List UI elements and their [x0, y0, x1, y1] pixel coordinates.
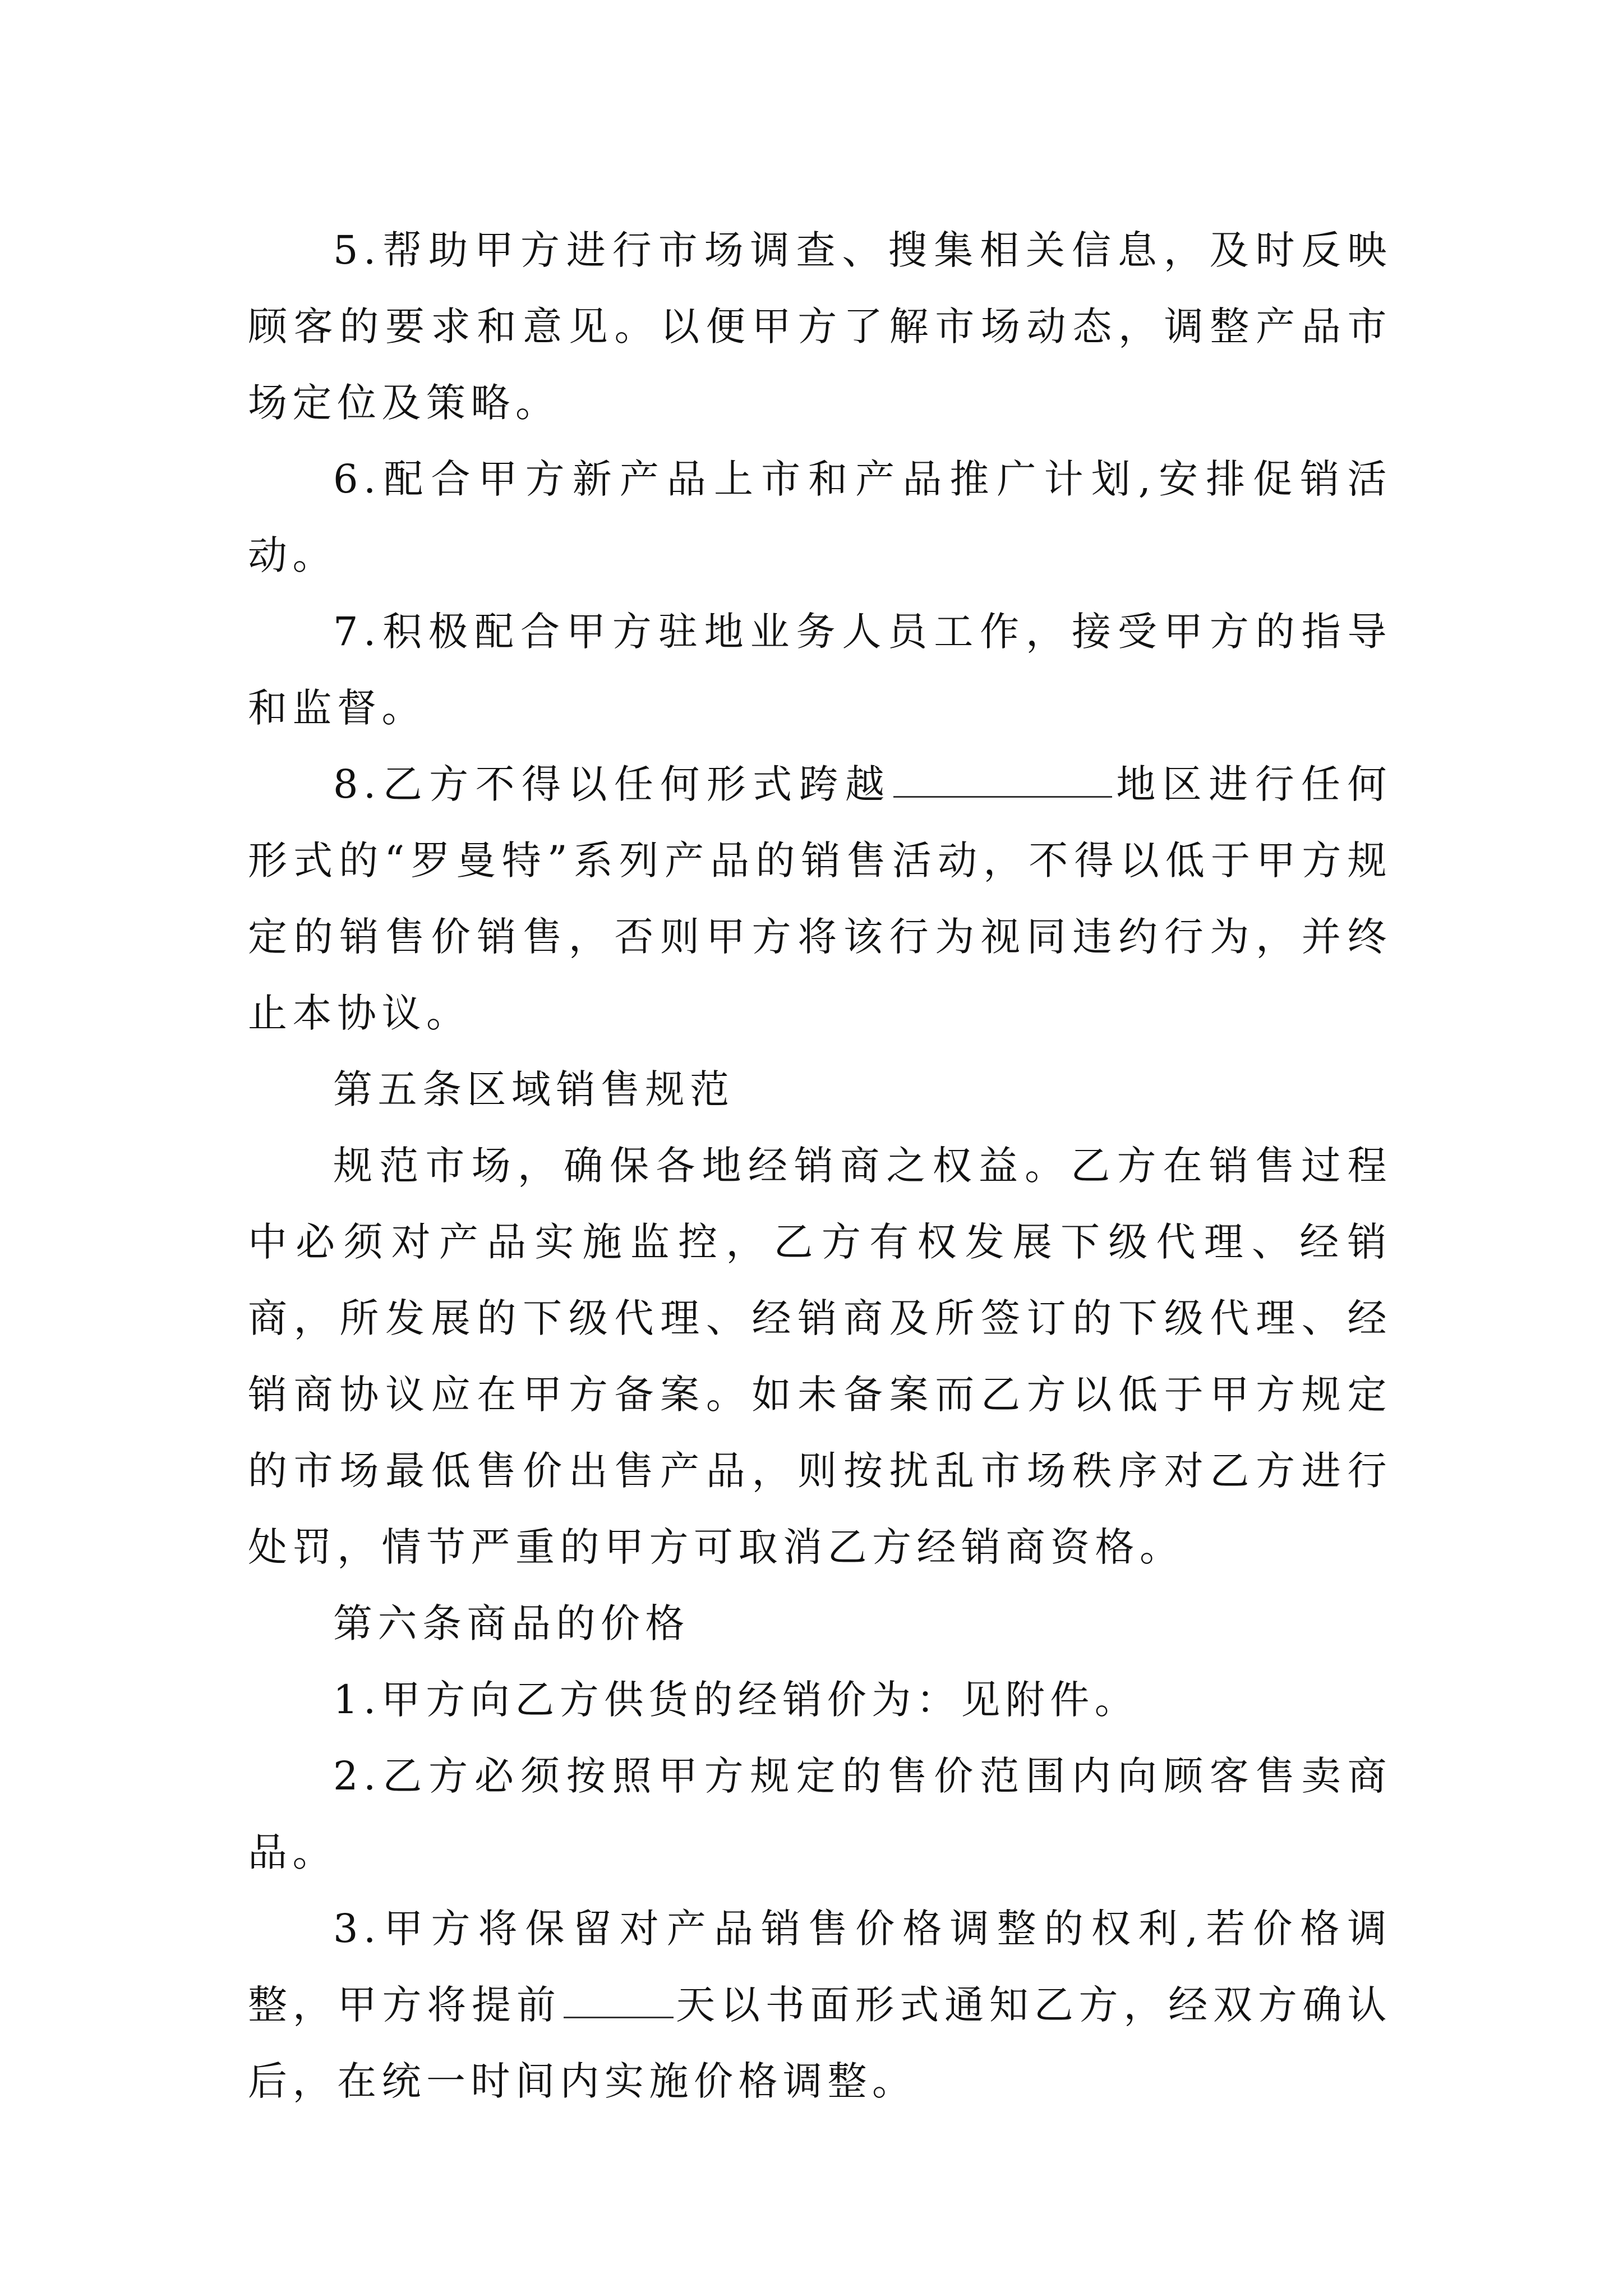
article-6-item-3-end: 天以书面形式通知乙方，经双方确认后，在统一时间内实施价格调整。: [248, 1982, 1393, 2104]
clause-item-6: 6.配合甲方新产品上市和产品推广计划,安排促销活动。: [248, 456, 1392, 578]
article-6-item-3-start: 3.甲方将保留对产品销售价格调整的权利,若价格调整，甲方将提前: [248, 1906, 1392, 2028]
document-body: [248, 212, 1392, 2119]
article-5-body: 规范市场，确保各地经销商之权益。乙方在销售过程中必须对产品实施监控，乙方有权发展下级代理、经销商，所发展的下级代理、经销商及所签订的下级代理、经销商协议应在甲方备案。如未备案而乙方以低于甲方规定的市场最低售价出售产品，则按扰乱市场秩序对乙方进行处罚，情节严重的甲方可取消乙方经销商资格。: [248, 1143, 1392, 1570]
article-5-heading: 第五条区域销售规范: [333, 1066, 735, 1112]
article-6-heading: 第六条商品的价格: [333, 1600, 690, 1646]
clause-item-7: 7.积极配合甲方驻地业务人员工作，接受甲方的指导和监督。: [248, 609, 1392, 731]
clause-item-8-end: 地区进行任何形式的“罗曼特”系列产品的销售活动，不得以低于甲方规定的销售价销售，否则甲方将该行为视同违约行为，并终止本协议。: [248, 761, 1392, 1036]
article-6-item-1: 1.甲方向乙方供货的经销价为：见附件。: [333, 1677, 1140, 1723]
clause-item-8: [248, 746, 1392, 1051]
clause-item-5: 5.帮助甲方进行市场调查、搜集相关信息，及时反映顾客的要求和意见。以便甲方了解市场动态，调整产品市场定位及策略。: [248, 227, 1392, 426]
article-6-item-2: 2.乙方必须按照甲方规定的售价范围内向顾客售卖商品。: [248, 1753, 1392, 1875]
clause-item-8-start: 8.乙方不得以任何形式跨越: [333, 761, 892, 807]
article-6-item-3: [248, 1890, 1392, 2119]
days-blank-line: [564, 1977, 674, 2018]
region-blank-line: [893, 757, 1112, 798]
